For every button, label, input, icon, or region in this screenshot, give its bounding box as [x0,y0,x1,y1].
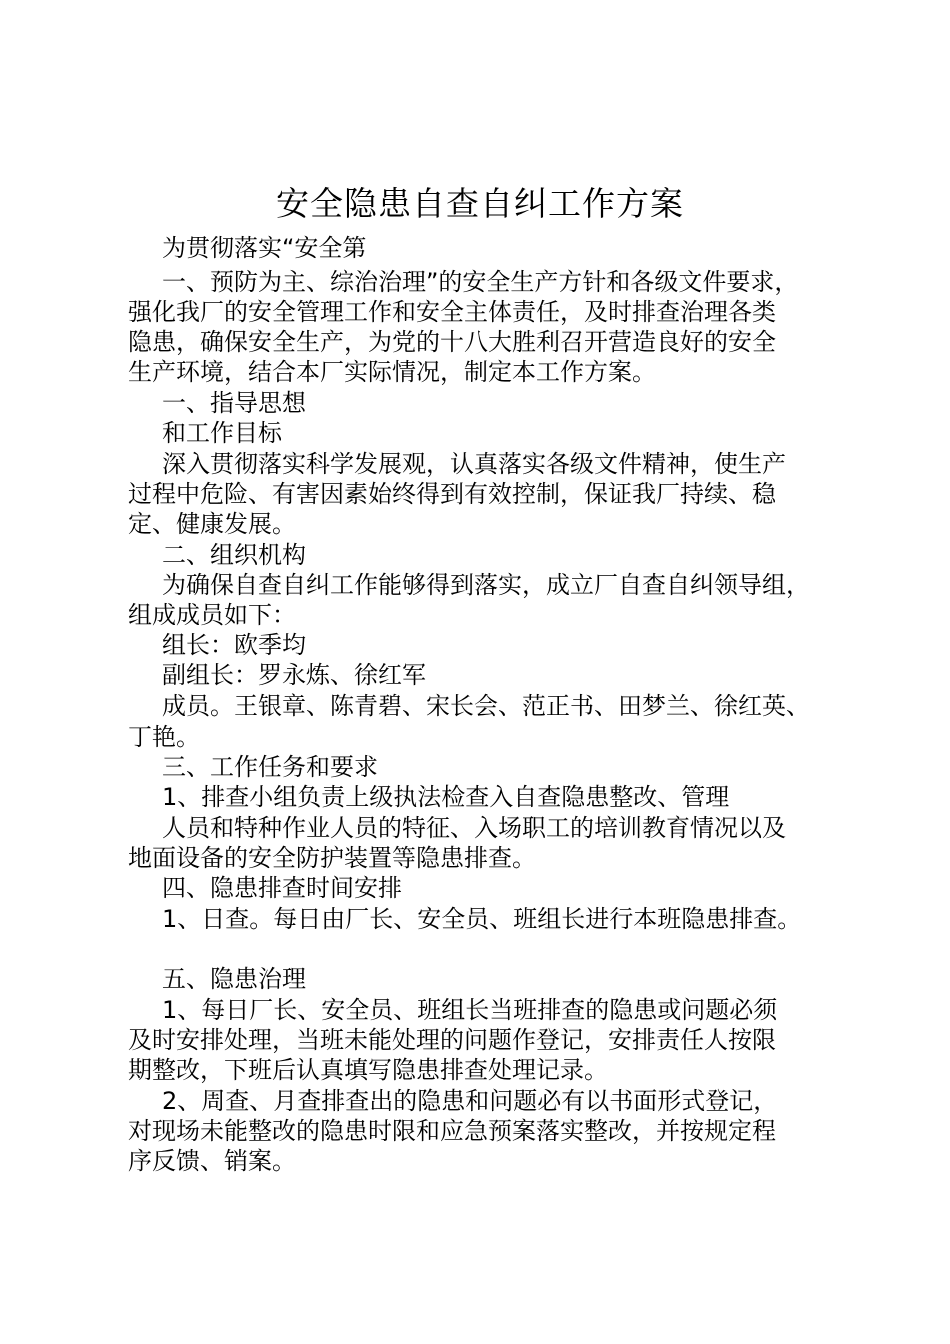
paragraph-line: 深入贯彻落实科学发展观，认真落实各级文件精神，使生产 [162,450,786,478]
section-heading: 四、隐患排查时间安排 [162,874,402,902]
paragraph-line: 副组长：罗永炼、徐红军 [162,661,426,689]
paragraph-line: 1、每日厂长、安全员、班组长当班排查的隐患或问题必须 [162,996,778,1024]
document-title: 安全隐患自查自纠工作方案 [276,184,684,223]
paragraph-line: 1、排查小组负责上级执法检查入自查隐患整改、管理 [162,783,730,811]
paragraph-line: 强化我厂的安全管理工作和安全主体责任，及时排查治理各类 [128,298,776,326]
paragraph-line: 1、日查。每日由厂长、安全员、班组长进行本班隐患排查。 [162,905,802,933]
paragraph-line: 对现场未能整改的隐患时限和应急预案落实整改，并按规定程 [128,1117,776,1145]
paragraph-line: 定、健康发展。 [128,510,296,538]
paragraph-line: 及时安排处理，当班未能处理的问题作登记，安排责任人按限 [128,1026,776,1054]
paragraph-line: 为确保自查自纠工作能够得到落实，成立厂自查自纠领导组， [162,571,810,599]
paragraph-line: 地面设备的安全防护装置等隐患排查。 [128,844,536,872]
paragraph-line: 组成成员如下： [128,601,296,629]
paragraph-line: 过程中危险、有害因素始终得到有效控制，保证我厂持续、稳 [128,480,776,508]
paragraph-line: 隐患，确保安全生产，为党的十八大胜利召开营造良好的安全 [128,328,776,356]
paragraph-line: 2、周查、月查排查出的隐患和问题必有以书面形式登记， [162,1087,778,1115]
section-heading: 一、指导思想 [162,389,306,417]
paragraph-line: 序反馈、销案。 [128,1147,296,1175]
paragraph-line: 生产环境，结合本厂实际情况，制定本工作方案。 [128,358,656,386]
paragraph-line: 为贯彻落实“安全第 [162,234,367,262]
paragraph-line: 组长：欧季均 [162,631,306,659]
paragraph-line: 人员和特种作业人员的特征、入场职工的培训教育情况以及 [162,814,786,842]
paragraph-line: 丁艳。 [128,723,200,751]
paragraph-line: 一、预防为主、综治治理”的安全生产方针和各级文件要求， [162,268,799,296]
section-heading: 和工作目标 [162,419,282,447]
paragraph-line: 成员。王银章、陈青碧、宋长会、范正书、田梦兰、徐红英、 [162,692,810,720]
paragraph-line: 期整改，下班后认真填写隐患排查处理记录。 [128,1056,608,1084]
section-heading: 三、工作任务和要求 [162,753,378,781]
section-heading: 五、隐患治理 [162,965,306,993]
section-heading: 二、组织机构 [162,541,306,569]
